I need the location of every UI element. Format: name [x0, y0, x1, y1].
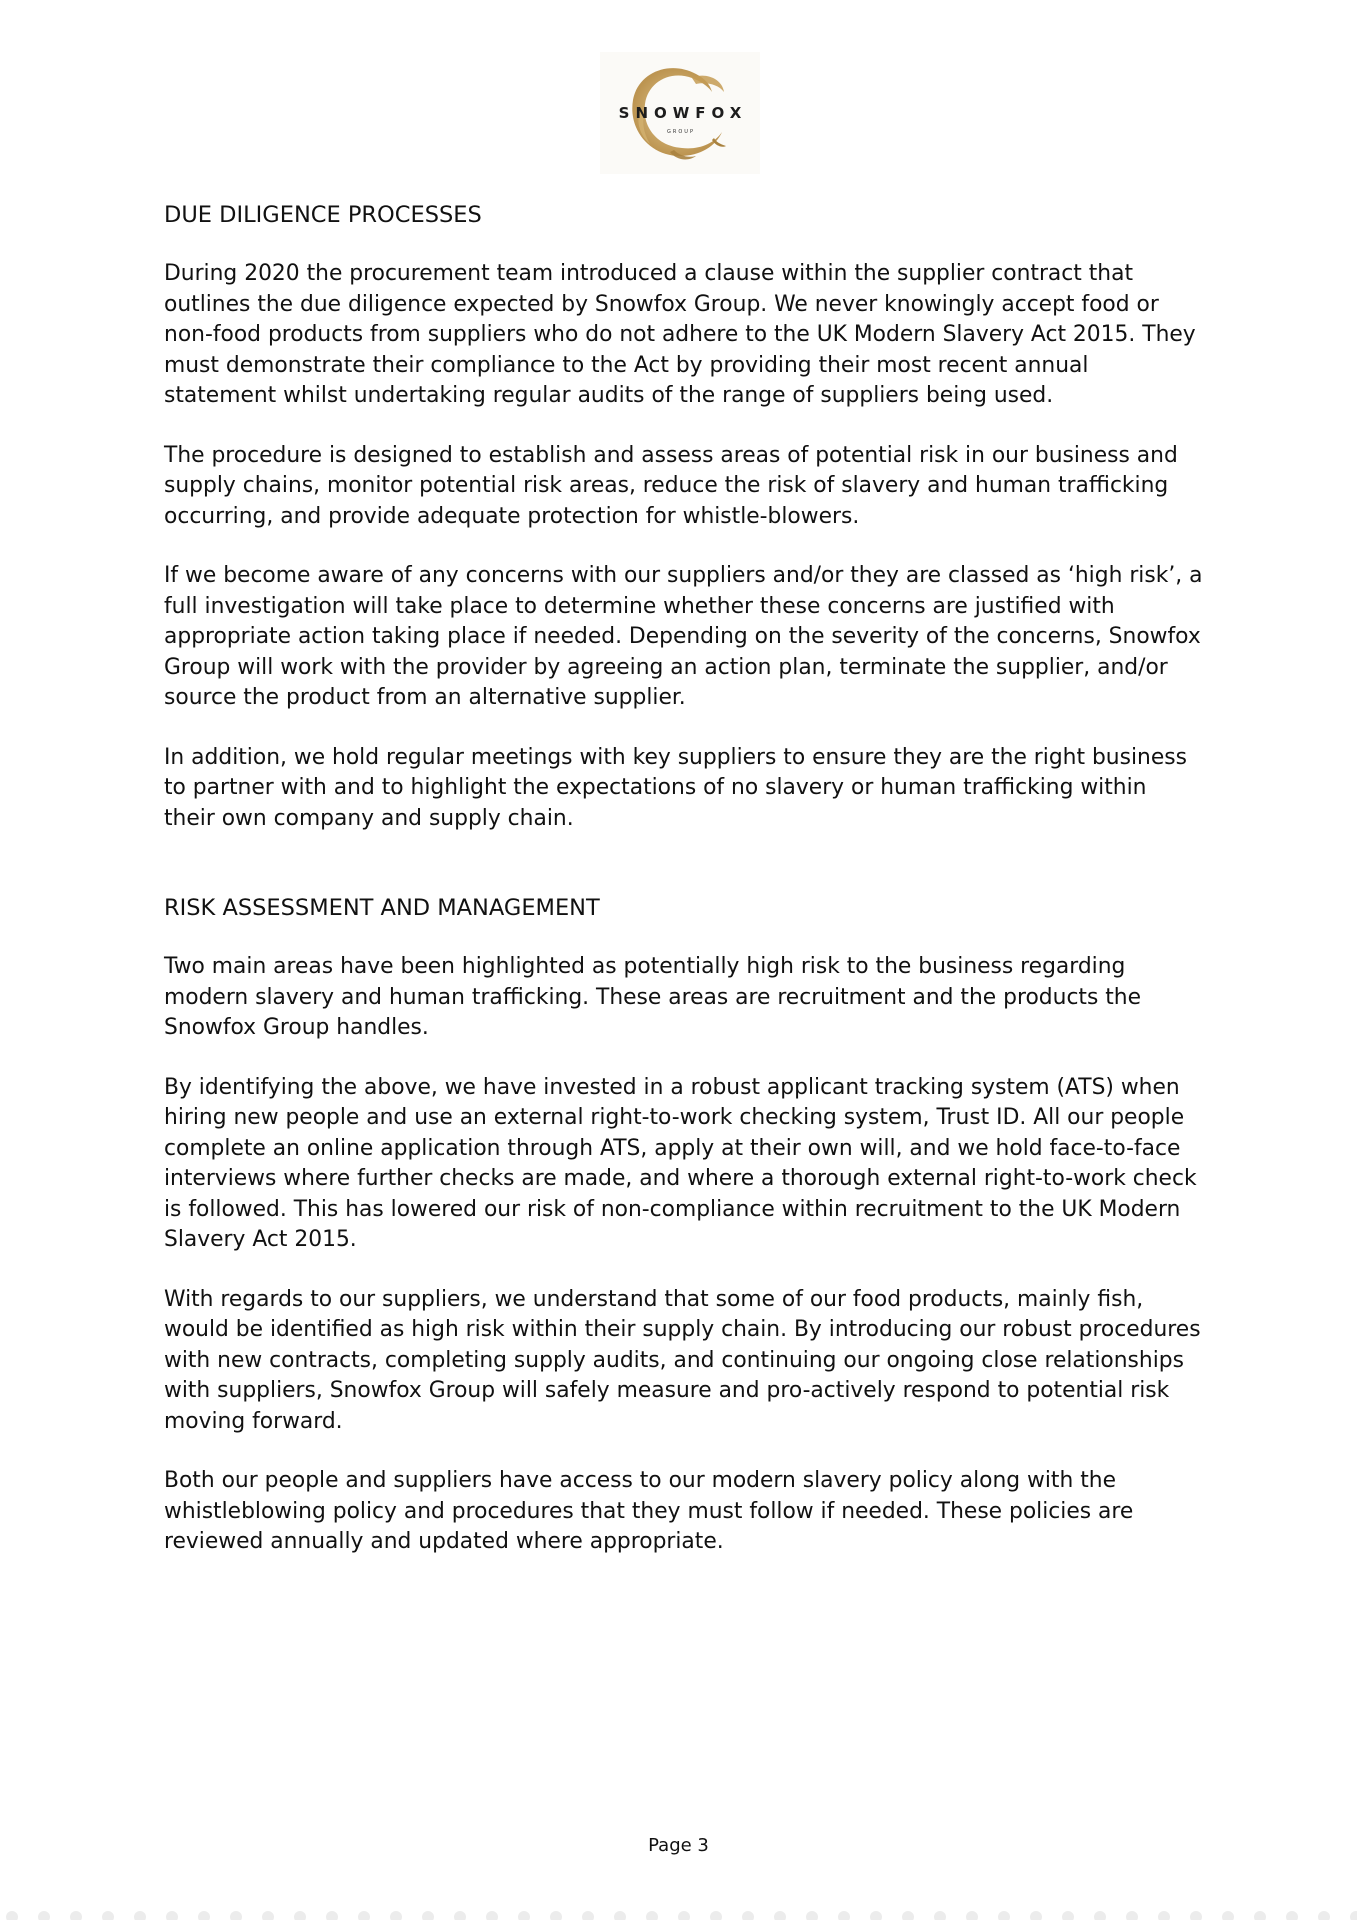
perforation-dot — [70, 1911, 82, 1920]
perforation-dot — [1318, 1911, 1330, 1920]
perforation-dot — [582, 1911, 594, 1920]
perforation-dot — [422, 1911, 434, 1920]
perforation-dot — [1126, 1911, 1138, 1920]
perforation-dot — [710, 1911, 722, 1920]
logo-subtitle: GROUP — [667, 129, 695, 135]
perforation-dot — [1062, 1911, 1074, 1920]
perforation-dot — [838, 1911, 850, 1920]
paragraph: The procedure is designed to establish and assess areas of potential risk in our business and supply chains, monitor potential risk areas, reduce the risk of slavery and human trafficking occurring, and provide adequate protection for whistle-blowers. — [164, 442, 1178, 529]
section-heading-due-diligence: DUE DILIGENCE PROCESSES — [164, 202, 482, 228]
perforation-dot — [6, 1911, 18, 1920]
perforation-dot — [1094, 1911, 1106, 1920]
perforation-dot — [1350, 1911, 1357, 1920]
perforation-dot — [614, 1911, 626, 1920]
perforation-dot — [230, 1911, 242, 1920]
perforation-dot — [870, 1911, 882, 1920]
perforation-dot — [294, 1911, 306, 1920]
logo-wordmark: SNOWFOX — [618, 104, 748, 122]
paragraph: By identifying the above, we have invested in a robust applicant tracking system (ATS) when hiring new people and use an external right-to-work checking system, Trust ID. All our people complete an online application through ATS, apply at their own will, and we hold face-to-face interviews where further checks are made, and where a thorough external right-to-work check is followed. This has lowered our risk of non-compliance within recruitment to the UK Modern Slavery Act 2015. — [164, 1074, 1197, 1252]
perforation-dot — [774, 1911, 786, 1920]
paragraph: During 2020 the procurement team introduced a clause within the supplier contract that outlines the due diligence expected by Snowfox Group. We never knowingly accept food or non-food products from suppliers who do not adhere to the UK Modern Slavery Act 2015. They must demonstrate their compliance to the Act by providing their most recent annual statement whilst undertaking regular audits of the range of suppliers being used. — [164, 261, 1196, 408]
perforation-dot — [198, 1911, 210, 1920]
perforation-dot — [134, 1911, 146, 1920]
perforation-dot — [454, 1911, 466, 1920]
perforation-dot — [742, 1911, 754, 1920]
perforation-dot — [518, 1911, 530, 1920]
perforation-dot — [358, 1911, 370, 1920]
page-edge-perforation — [0, 1904, 1357, 1920]
perforation-dot — [902, 1911, 914, 1920]
perforation-dot — [1254, 1911, 1266, 1920]
perforation-dot — [102, 1911, 114, 1920]
paragraph: Both our people and suppliers have access to our modern slavery policy along with the whistleblowing policy and procedures that they must follow if needed. These policies are reviewed annually and updated where appropriate. — [164, 1468, 1134, 1554]
perforation-dot — [262, 1911, 274, 1920]
perforation-dot — [390, 1911, 402, 1920]
perforation-dot — [1030, 1911, 1042, 1920]
perforation-dot — [646, 1911, 658, 1920]
perforation-dot — [550, 1911, 562, 1920]
perforation-dot — [1158, 1911, 1170, 1920]
perforation-dot — [166, 1911, 178, 1920]
perforation-dot — [326, 1911, 338, 1920]
perforation-dots-icon — [0, 1904, 1357, 1920]
perforation-dot — [806, 1911, 818, 1920]
perforation-dot — [38, 1911, 50, 1920]
perforation-dot — [1286, 1911, 1298, 1920]
perforation-dot — [1190, 1911, 1202, 1920]
perforation-dot — [678, 1911, 690, 1920]
perforation-dot — [486, 1911, 498, 1920]
page-number: Page 3 — [648, 1835, 709, 1856]
paragraph: If we become aware of any concerns with our suppliers and/or they are classed as ‘high risk’, a full investigation will take place to determine whether these concerns are justified with appropriate action taking place if needed. Depending on the severity of the concerns, Snowfox Group will work with the provider by agreeing an action plan, terminate the supplier, and/or source the product from an alternative supplier. — [164, 563, 1203, 710]
perforation-dot — [998, 1911, 1010, 1920]
snowfox-group-logo — [600, 52, 760, 174]
paragraph: In addition, we hold regular meetings with key suppliers to ensure they are the right business to partner with and to highlight the expectations of no slavery or human trafficking within their own company and supply chain. — [164, 744, 1187, 831]
perforation-dot — [1222, 1911, 1234, 1920]
section-heading-risk-assessment: RISK ASSESSMENT AND MANAGEMENT — [164, 895, 600, 921]
paragraph: With regards to our suppliers, we understand that some of our food products, mainly fish, would be identified as high risk within their supply chain. By introducing our robust procedures with new contracts, completing supply audits, and continuing our ongoing close relationships with suppliers, Snowfox Group will safely measure and pro-actively respond to potential risk moving forward. — [164, 1286, 1201, 1434]
paragraph: Two main areas have been highlighted as potentially high risk to the business regarding modern slavery and human trafficking. These areas are recruitment and the products the Snowfox Group handles. — [164, 954, 1142, 1040]
perforation-dot — [934, 1911, 946, 1920]
document-body — [164, 196, 1204, 1558]
perforation-dot — [966, 1911, 978, 1920]
